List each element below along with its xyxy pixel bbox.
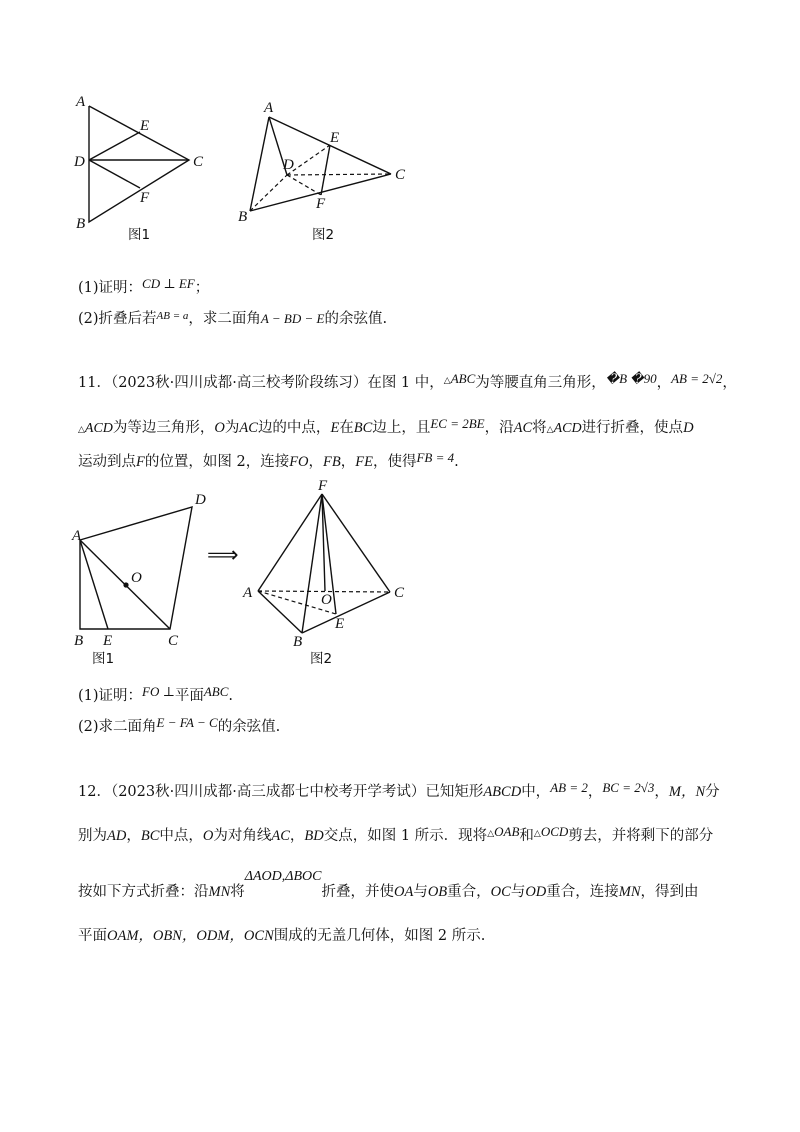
segment-df (89, 160, 140, 188)
figure-2-top (232, 95, 422, 255)
label-b: B (293, 634, 303, 650)
label-f: F (316, 196, 326, 212)
q11-line2: △ACD为等边三角形，O为AC边的中点，E在BC边上，且EC = 2BE，沿AC将△ACD进行折叠，使点D (78, 416, 694, 436)
label-e: E (140, 118, 150, 134)
segment-ef (321, 145, 330, 195)
implies-arrow: ⟹ (207, 543, 239, 568)
label-c: C (394, 585, 405, 601)
quad-abcd (80, 507, 192, 629)
figure-2-mid (240, 476, 420, 671)
label-o: O (321, 592, 332, 608)
q12-line2: 别为AD，BC中点，O为对角线AC，BD交点，如图 1 所示．现将△OAB和△OCD剪去，并将剩下的部分 (78, 824, 714, 844)
label-c: C (168, 633, 179, 649)
segment-dc (287, 174, 391, 175)
segment-ab (250, 117, 269, 211)
caption-fig1: 图1 (128, 227, 151, 243)
segment-bc (302, 592, 390, 633)
label-o: O (131, 570, 142, 586)
point-o (123, 582, 128, 587)
caption-fig1: 图1 (92, 651, 115, 667)
caption-fig2: 图2 (312, 227, 335, 243)
q10-part1: (1)证明：CD ⊥ EF； (78, 276, 210, 296)
label-b: B (74, 633, 84, 649)
q12-line3: 按如下方式折叠：沿MN将ΔAOD,ΔBOC折叠，并使OA与OB重合，OC与OD重合，连接MN，得到由 (78, 869, 699, 900)
segment-df (287, 175, 321, 195)
q12-line1: 12．（2023秋·四川成都·高三成都七中校考开学考试）已知矩形ABCD中，AB = 2，BC = 2√3，M，N分 (78, 780, 720, 800)
q11-part2: (2)求二面角E − FA − C的余弦值. (78, 715, 281, 735)
q11-line3: 运动到点F的位置，如图 2，连接FO，FB，FE，使得FB = 4. (78, 450, 459, 470)
segment-de (89, 132, 140, 160)
q11-part1: (1)证明：FO ⊥平面ABC. (78, 684, 234, 704)
triangle-abc (89, 106, 189, 222)
label-f: F (318, 478, 328, 494)
label-a: A (72, 528, 82, 544)
label-e: E (335, 616, 345, 632)
caption-fig2: 图2 (310, 651, 333, 667)
figure-1-top (70, 90, 210, 250)
label-c: C (193, 154, 204, 170)
label-b: B (238, 209, 248, 225)
label-d: D (195, 492, 206, 508)
label-a: A (264, 100, 274, 116)
segment-fb (302, 494, 322, 633)
figure-1-top-svg (70, 90, 210, 250)
q10-p1-math: CD ⊥ EF (142, 276, 195, 291)
label-f: F (140, 190, 150, 206)
q12-line4: 平面OAM，OBN，ODM，OCN围成的无盖几何体，如图 2 所示. (78, 928, 486, 944)
segment-fa (258, 494, 322, 591)
figure-1-mid (70, 488, 230, 668)
figure-2-top-svg (232, 95, 422, 255)
label-d: D (74, 154, 85, 170)
figure-2-mid-svg (240, 476, 420, 671)
label-e: E (103, 633, 113, 649)
label-e: E (330, 130, 340, 146)
figure-1-mid-svg (70, 488, 230, 668)
label-a: A (76, 94, 86, 110)
label-d: D (283, 157, 294, 173)
q11-line1: 11．（2023秋·四川成都·高三校考阶段练习）在图 1 中，△ABC为等腰直角三角形，�B �90，AB = 2√2， (78, 371, 737, 391)
label-b: B (76, 216, 86, 232)
label-a: A (243, 585, 253, 601)
label-c: C (395, 167, 406, 183)
q10-part2: (2)折叠后若$^{AB = a}$，求二面角A − BD − E的余弦值. (78, 310, 388, 327)
